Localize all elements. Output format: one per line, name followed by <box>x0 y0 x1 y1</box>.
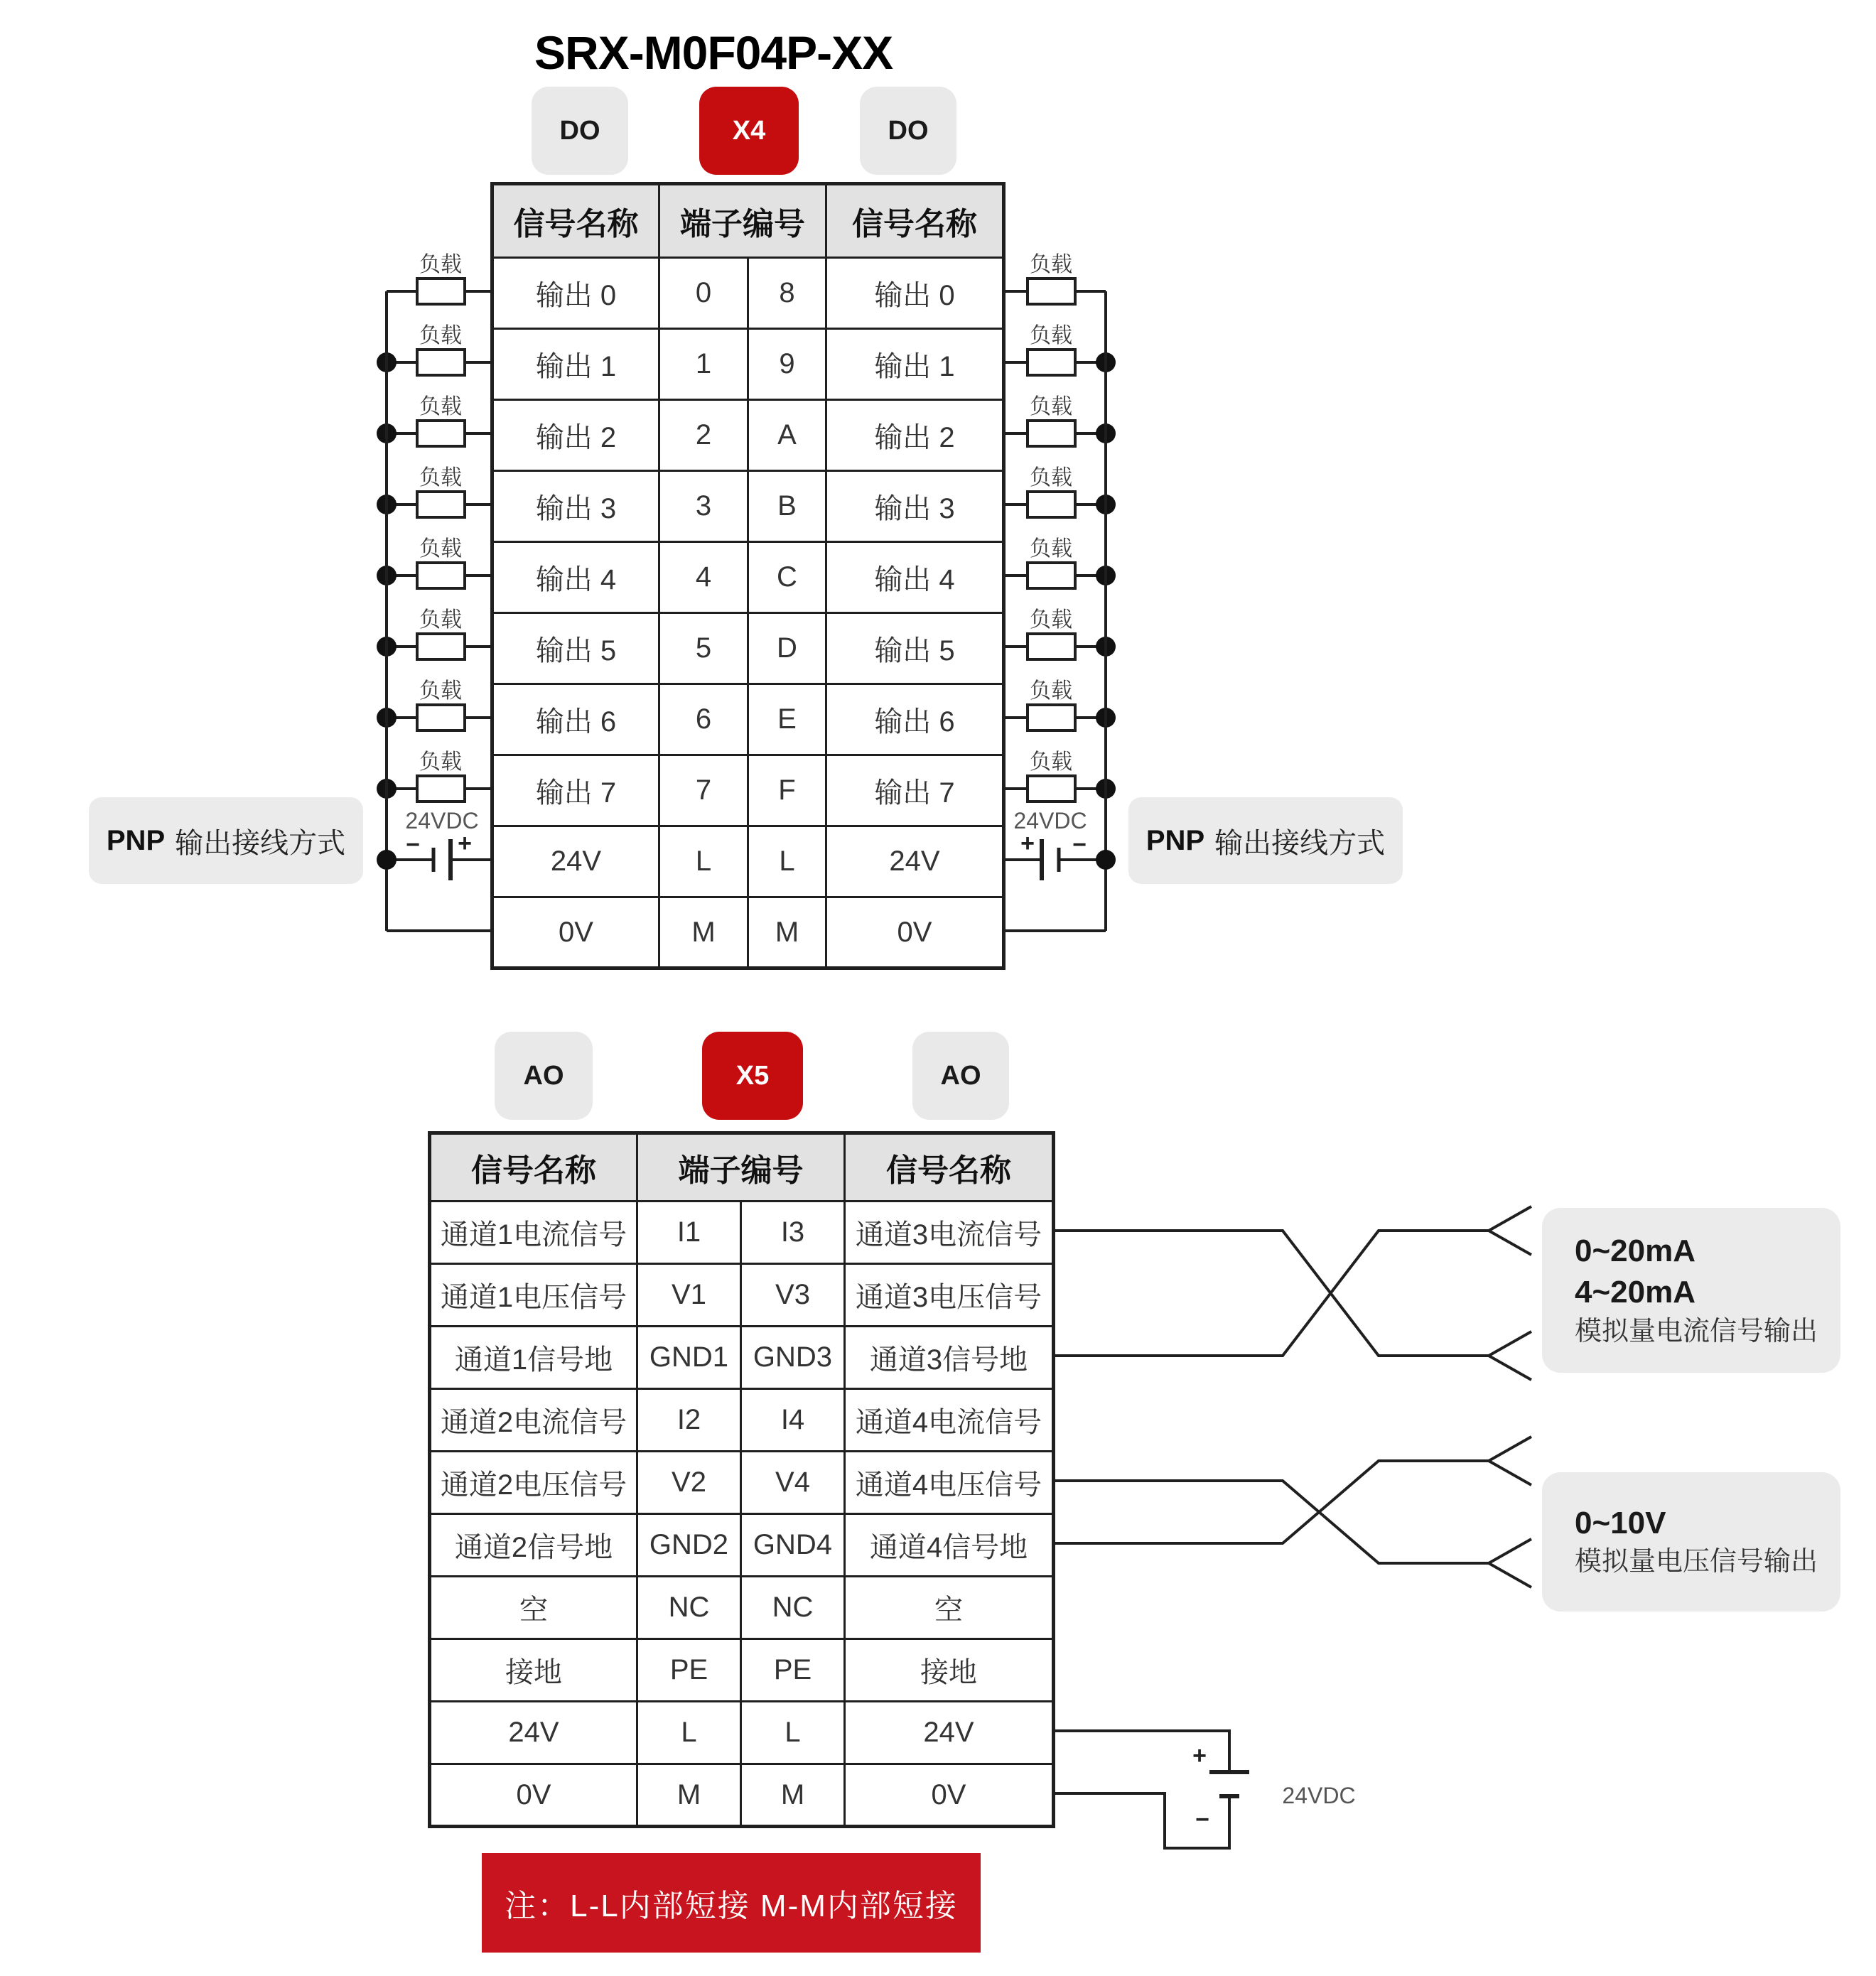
table-cell: I3 <box>741 1202 845 1264</box>
table-cell: 0V <box>492 897 659 968</box>
battery-voltage-label: 24VDC <box>1282 1783 1356 1808</box>
current-range-1: 0~20mA <box>1575 1233 1696 1268</box>
table-cell: 通道1电流信号 <box>430 1202 637 1264</box>
current-output-caption: 模拟量电流信号输出 <box>1575 1316 1818 1346</box>
table-cell: 输出 4 <box>492 542 659 613</box>
load-resistor-icon <box>1028 421 1075 446</box>
x5-connector-badge: X5 <box>702 1032 803 1120</box>
table-row <box>492 613 1004 684</box>
table-cell: E <box>748 684 826 755</box>
table-cell: F <box>748 755 826 826</box>
minus-sign: − <box>1072 831 1087 858</box>
table-row <box>492 755 1004 826</box>
ao-badge-right: AO <box>912 1032 1009 1120</box>
table-cell: 24V <box>430 1702 637 1764</box>
pnp-wiring-note-right <box>1128 797 1403 884</box>
column-header: 信号名称 <box>430 1133 637 1202</box>
load-resistor-icon <box>417 705 465 730</box>
battery-voltage-label: 24VDC <box>1013 808 1087 833</box>
table-cell: M <box>659 897 748 968</box>
table-cell: 24V <box>492 826 659 897</box>
x4-right-battery-icon <box>1002 808 1116 880</box>
table-cell: 通道3电流信号 <box>845 1202 1054 1264</box>
table-cell: 6 <box>659 684 748 755</box>
pnp-note-text: 输出接线方式 <box>175 827 346 859</box>
load-label: 负载 <box>1030 466 1072 490</box>
table-cell: 输出 0 <box>826 258 1004 329</box>
table-row <box>492 329 1004 400</box>
table-cell: I4 <box>741 1389 845 1452</box>
table-cell: 通道4信号地 <box>845 1514 1054 1577</box>
table-cell: 空 <box>845 1577 1054 1639</box>
load-label: 负载 <box>419 608 462 632</box>
table-cell: 输出 3 <box>826 471 1004 542</box>
load-resistor-icon <box>417 563 465 588</box>
table-cell: M <box>748 897 826 968</box>
table-cell: A <box>748 400 826 471</box>
table-row <box>430 1327 1054 1389</box>
load-resistor-icon <box>1028 492 1075 517</box>
table-row <box>492 897 1004 968</box>
wire-fork-icon <box>1489 1206 1531 1255</box>
load-label: 负载 <box>419 679 462 703</box>
current-output-note <box>1542 1208 1840 1373</box>
load-label: 负载 <box>1030 608 1072 632</box>
column-header: 信号名称 <box>826 184 1004 258</box>
table-row <box>492 258 1004 329</box>
table-cell: GND4 <box>741 1514 845 1577</box>
table-cell: 0V <box>826 897 1004 968</box>
minus-sign: − <box>1195 1806 1209 1833</box>
table-cell: M <box>741 1764 845 1827</box>
x4-connector-badge: X4 <box>699 87 799 175</box>
table-cell: 7 <box>659 755 748 826</box>
table-cell: I1 <box>637 1202 741 1264</box>
table-cell: 24V <box>845 1702 1054 1764</box>
table-cell: V3 <box>741 1264 845 1327</box>
voltage-output-caption: 模拟量电压信号输出 <box>1575 1547 1818 1577</box>
wire-fork-icon <box>1489 1539 1531 1587</box>
x4-terminal-table <box>490 182 1006 970</box>
table-cell: V1 <box>637 1264 741 1327</box>
table-cell: 通道2电流信号 <box>430 1389 637 1452</box>
table-cell: 输出 5 <box>826 613 1004 684</box>
column-header: 信号名称 <box>492 184 659 258</box>
table-row <box>430 1702 1054 1764</box>
table-cell: 通道3信号地 <box>845 1327 1054 1389</box>
table-cell: 输出 5 <box>492 613 659 684</box>
table-row <box>430 1452 1054 1514</box>
x4-left-battery-icon <box>377 808 490 880</box>
table-cell: 0V <box>845 1764 1054 1827</box>
do-badge-left: DO <box>532 87 628 175</box>
load-label: 负载 <box>419 466 462 490</box>
table-cell: 24V <box>826 826 1004 897</box>
table-row <box>492 684 1004 755</box>
table-cell: 通道2信号地 <box>430 1514 637 1577</box>
table-row <box>430 1639 1054 1702</box>
load-label: 负载 <box>419 324 462 347</box>
load-resistor-icon <box>417 421 465 446</box>
current-range-2: 4~20mA <box>1575 1275 1696 1310</box>
load-label: 负载 <box>1030 395 1072 419</box>
x5-terminal-table <box>428 1131 1055 1828</box>
table-cell: D <box>748 613 826 684</box>
table-cell: 4 <box>659 542 748 613</box>
load-resistor-icon <box>1028 279 1075 304</box>
table-row <box>430 1577 1054 1639</box>
table-cell: L <box>748 826 826 897</box>
table-header-row <box>430 1133 1054 1202</box>
voltage-output-note <box>1542 1472 1840 1611</box>
table-cell: 5 <box>659 613 748 684</box>
table-cell: GND2 <box>637 1514 741 1577</box>
table-cell: 输出 7 <box>492 755 659 826</box>
table-cell: 输出 4 <box>826 542 1004 613</box>
wire-fork-icon <box>1489 1437 1531 1485</box>
load-resistor-icon <box>417 279 465 304</box>
table-cell: 0V <box>430 1764 637 1827</box>
table-row <box>430 1389 1054 1452</box>
table-cell: 9 <box>748 329 826 400</box>
plus-sign: + <box>1192 1742 1207 1769</box>
load-resistor-icon <box>417 634 465 659</box>
table-cell: 接地 <box>430 1639 637 1702</box>
x5-battery-icon <box>1052 1731 1356 1848</box>
plus-sign: + <box>1020 830 1035 857</box>
load-label: 负载 <box>419 395 462 419</box>
load-resistor-icon <box>417 776 465 801</box>
x4-left-load-circuits <box>377 253 490 801</box>
load-label: 负载 <box>1030 253 1072 276</box>
load-resistor-icon <box>1028 563 1075 588</box>
voltage-range: 0~10V <box>1575 1505 1666 1540</box>
table-cell: L <box>741 1702 845 1764</box>
table-cell: 输出 6 <box>492 684 659 755</box>
table-cell: 输出 6 <box>826 684 1004 755</box>
table-cell: 接地 <box>845 1639 1054 1702</box>
load-label: 负载 <box>1030 679 1072 703</box>
load-label: 负载 <box>1030 324 1072 347</box>
table-cell: M <box>637 1764 741 1827</box>
table-cell: 输出 2 <box>492 400 659 471</box>
table-cell: 2 <box>659 400 748 471</box>
load-label: 负载 <box>1030 537 1072 561</box>
table-cell: NC <box>637 1577 741 1639</box>
table-row <box>492 471 1004 542</box>
table-cell: 输出 1 <box>492 329 659 400</box>
column-header: 端子编号 <box>637 1133 845 1202</box>
table-cell: 通道3电压信号 <box>845 1264 1054 1327</box>
table-cell: 输出 1 <box>826 329 1004 400</box>
pnp-wiring-note-left <box>89 797 363 884</box>
table-cell: 输出 7 <box>826 755 1004 826</box>
load-label: 负载 <box>1030 750 1072 774</box>
table-cell: PE <box>637 1639 741 1702</box>
table-cell: 通道1信号地 <box>430 1327 637 1389</box>
table-cell: 8 <box>748 258 826 329</box>
table-cell: 输出 0 <box>492 258 659 329</box>
table-cell: 通道1电压信号 <box>430 1264 637 1327</box>
table-cell: PE <box>741 1639 845 1702</box>
table-row <box>430 1264 1054 1327</box>
load-resistor-icon <box>1028 705 1075 730</box>
load-resistor-icon <box>417 492 465 517</box>
table-cell: 输出 3 <box>492 471 659 542</box>
table-cell: V4 <box>741 1452 845 1514</box>
do-badge-right: DO <box>860 87 956 175</box>
table-cell: GND1 <box>637 1327 741 1389</box>
table-cell: L <box>637 1702 741 1764</box>
table-row <box>430 1514 1054 1577</box>
load-label: 负载 <box>419 750 462 774</box>
table-cell: I2 <box>637 1389 741 1452</box>
wire-fork-icon <box>1489 1332 1531 1380</box>
table-cell: 0 <box>659 258 748 329</box>
table-cell: B <box>748 471 826 542</box>
table-cell: C <box>748 542 826 613</box>
table-cell: 3 <box>659 471 748 542</box>
table-row <box>430 1764 1054 1827</box>
table-cell: 输出 2 <box>826 400 1004 471</box>
table-cell: V2 <box>637 1452 741 1514</box>
pnp-note-text: 输出接线方式 <box>1214 827 1386 859</box>
x5-voltage-twisted-pair <box>1052 1437 1531 1587</box>
ao-badge-left: AO <box>495 1032 593 1120</box>
minus-sign: − <box>406 831 420 858</box>
table-cell: 通道4电压信号 <box>845 1452 1054 1514</box>
table-header-row <box>492 184 1004 258</box>
load-resistor-icon <box>417 350 465 375</box>
table-row <box>492 400 1004 471</box>
pnp-label: PNP <box>1145 824 1205 856</box>
plus-sign: + <box>458 830 472 857</box>
x4-right-load-circuits <box>1002 253 1116 801</box>
table-row <box>430 1202 1054 1264</box>
table-cell: L <box>659 826 748 897</box>
pnp-label: PNP <box>106 824 166 856</box>
table-cell: GND3 <box>741 1327 845 1389</box>
table-cell: 通道2电压信号 <box>430 1452 637 1514</box>
table-cell: NC <box>741 1577 845 1639</box>
model-title: SRX-M0F04P-XX <box>534 26 893 79</box>
x5-current-twisted-pair <box>1052 1206 1531 1380</box>
load-resistor-icon <box>1028 350 1075 375</box>
table-row <box>492 826 1004 897</box>
load-resistor-icon <box>1028 776 1075 801</box>
column-header: 信号名称 <box>845 1133 1054 1202</box>
battery-voltage-label: 24VDC <box>405 808 479 833</box>
table-cell: 通道4电流信号 <box>845 1389 1054 1452</box>
table-cell: 空 <box>430 1577 637 1639</box>
load-label: 负载 <box>419 253 462 276</box>
load-resistor-icon <box>1028 634 1075 659</box>
short-circuit-note: 注：L-L内部短接 M-M内部短接 <box>482 1853 981 1953</box>
table-cell: 1 <box>659 329 748 400</box>
column-header: 端子编号 <box>659 184 826 258</box>
load-label: 负载 <box>419 537 462 561</box>
table-row <box>492 542 1004 613</box>
